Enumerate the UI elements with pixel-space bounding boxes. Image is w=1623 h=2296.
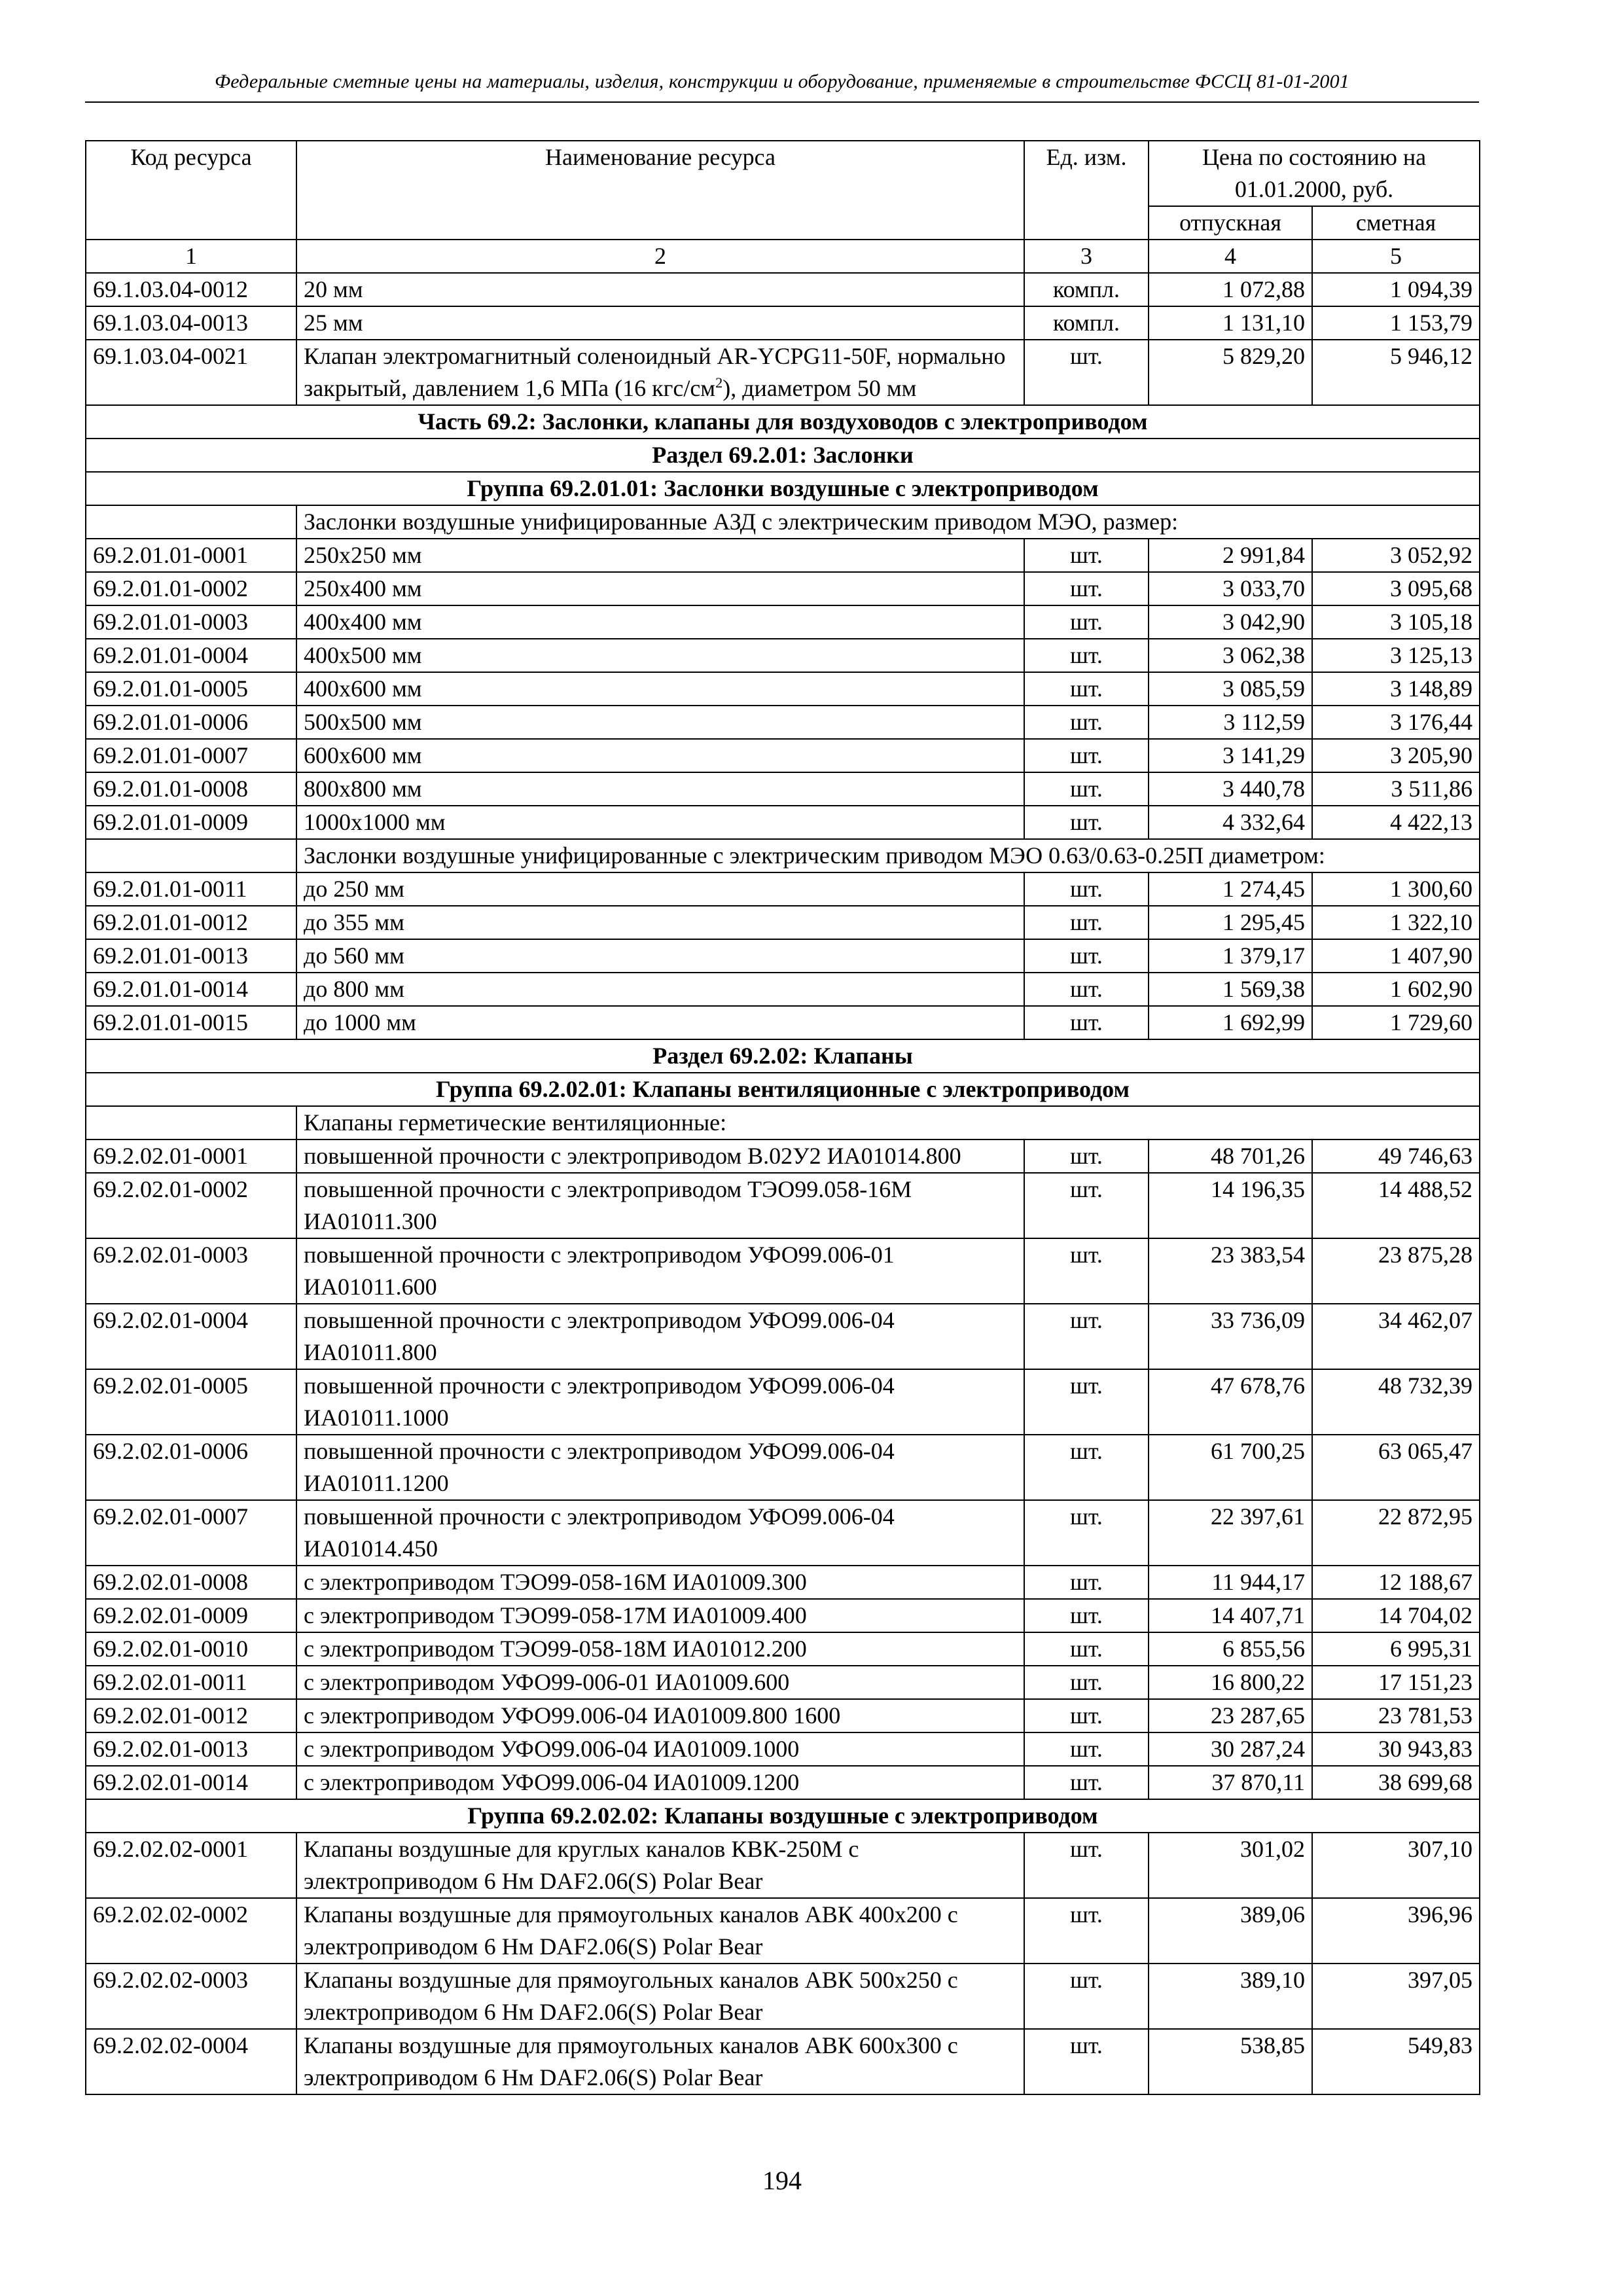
- col-header-estimate: сметная: [1312, 206, 1480, 240]
- estimate-price: 6 995,31: [1312, 1632, 1480, 1666]
- unit-of-measure: шт.: [1024, 772, 1149, 806]
- table-row: [86, 939, 1480, 973]
- resource-name: до 355 мм: [296, 906, 1024, 939]
- table-row: [86, 539, 1480, 572]
- unit-of-measure: шт.: [1024, 939, 1149, 973]
- unit-of-measure: шт.: [1024, 1632, 1149, 1666]
- col-number: 3: [1024, 240, 1149, 273]
- unit-of-measure: шт.: [1024, 706, 1149, 739]
- resource-code: 69.2.01.01-0015: [86, 1006, 296, 1039]
- table-row: [86, 1599, 1480, 1632]
- release-price: 23 383,54: [1149, 1238, 1312, 1304]
- release-price: 3 042,90: [1149, 605, 1312, 639]
- resource-code: 69.2.01.01-0003: [86, 605, 296, 639]
- resource-name: повышенной прочности с электроприводом УФО99.006-04 ИА01011.1200: [296, 1435, 1024, 1500]
- release-price: 6 855,56: [1149, 1632, 1312, 1666]
- table-row: [86, 1898, 1480, 1964]
- unit-of-measure: шт.: [1024, 1006, 1149, 1039]
- estimate-price: 3 148,89: [1312, 672, 1480, 706]
- subgroup-note: Заслонки воздушные унифицированные с электрическим приводом МЭО 0.63/0.63-0.25П диаметром:: [296, 839, 1480, 872]
- resource-name: 400х600 мм: [296, 672, 1024, 706]
- estimate-price: 1 300,60: [1312, 872, 1480, 906]
- empty-cell: [86, 839, 296, 872]
- table-row: [86, 1238, 1480, 1304]
- unit-of-measure: шт.: [1024, 1238, 1149, 1304]
- release-price: 1 274,45: [1149, 872, 1312, 906]
- estimate-price: 1 602,90: [1312, 973, 1480, 1006]
- table-row: [86, 672, 1480, 706]
- release-price: 1 692,99: [1149, 1006, 1312, 1039]
- resource-name: с электроприводом ТЭО99-058-18М ИА01012.200: [296, 1632, 1024, 1666]
- table-row: [86, 1435, 1480, 1500]
- header-rule: [85, 101, 1479, 103]
- unit-of-measure: шт.: [1024, 1500, 1149, 1566]
- table-row: [86, 639, 1480, 672]
- section-heading-row: [86, 439, 1480, 472]
- section-heading: Раздел 69.2.02: Клапаны: [86, 1039, 1480, 1073]
- resource-code: 69.2.01.01-0014: [86, 973, 296, 1006]
- estimate-price: 63 065,47: [1312, 1435, 1480, 1500]
- col-number: 4: [1149, 240, 1312, 273]
- resource-code: 69.1.03.04-0021: [86, 340, 296, 405]
- empty-cell: [86, 505, 296, 539]
- release-price: 30 287,24: [1149, 1732, 1312, 1766]
- resource-name: 800х800 мм: [296, 772, 1024, 806]
- table-row: [86, 1173, 1480, 1238]
- subgroup-note-row: [86, 839, 1480, 872]
- resource-code: 69.2.01.01-0011: [86, 872, 296, 906]
- resource-code: 69.2.01.01-0004: [86, 639, 296, 672]
- resource-name: Клапаны воздушные для прямоугольных каналов АВК 400х200 с электроприводом 6 Нм DAF2.06(S) Polar Bear: [296, 1898, 1024, 1964]
- resource-code: 69.2.02.01-0004: [86, 1304, 296, 1369]
- release-price: 1 295,45: [1149, 906, 1312, 939]
- unit-of-measure: шт.: [1024, 639, 1149, 672]
- table-row: [86, 273, 1480, 306]
- table-row: [86, 306, 1480, 340]
- unit-of-measure: шт.: [1024, 1435, 1149, 1500]
- unit-of-measure: шт.: [1024, 973, 1149, 1006]
- unit-of-measure: шт.: [1024, 605, 1149, 639]
- resource-code: 69.2.02.01-0002: [86, 1173, 296, 1238]
- running-header: Федеральные сметные цены на материалы, изделия, конструкции и оборудование, применяемые в строительстве ФССЦ 81-01-2001: [214, 71, 1350, 92]
- estimate-price: 5 946,12: [1312, 340, 1480, 405]
- unit-of-measure: шт.: [1024, 1304, 1149, 1369]
- release-price: 3 141,29: [1149, 739, 1312, 772]
- table-row: [86, 605, 1480, 639]
- release-price: 3 062,38: [1149, 639, 1312, 672]
- table-row: [86, 1304, 1480, 1369]
- estimate-price: 3 125,13: [1312, 639, 1480, 672]
- estimate-price: 38 699,68: [1312, 1766, 1480, 1799]
- estimate-price: 23 781,53: [1312, 1699, 1480, 1732]
- resource-name: с электроприводом УФО99.006-04 ИА01009.1200: [296, 1766, 1024, 1799]
- table-row: [86, 739, 1480, 772]
- estimate-price: 49 746,63: [1312, 1139, 1480, 1173]
- estimate-price: 48 732,39: [1312, 1369, 1480, 1435]
- estimate-price: 23 875,28: [1312, 1238, 1480, 1304]
- group-heading: Группа 69.2.02.02: Клапаны воздушные с электроприводом: [86, 1799, 1480, 1833]
- release-price: 3 440,78: [1149, 772, 1312, 806]
- unit-of-measure: шт.: [1024, 340, 1149, 405]
- resource-name: повышенной прочности с электроприводом УФО99.006-01 ИА01011.600: [296, 1238, 1024, 1304]
- resource-code: 69.2.02.02-0002: [86, 1898, 296, 1964]
- resource-code: 69.1.03.04-0013: [86, 306, 296, 340]
- release-price: 47 678,76: [1149, 1369, 1312, 1435]
- unit-of-measure: компл.: [1024, 306, 1149, 340]
- table-row: [86, 1766, 1480, 1799]
- group-heading: Группа 69.2.02.01: Клапаны вентиляционные с электроприводом: [86, 1073, 1480, 1106]
- section-heading: Раздел 69.2.01: Заслонки: [86, 439, 1480, 472]
- resource-name: с электроприводом УФО99.006-04 ИА01009.1000: [296, 1732, 1024, 1766]
- table-row: [86, 872, 1480, 906]
- resource-name: повышенной прочности с электроприводом ТЭО99.058-16М ИА01011.300: [296, 1173, 1024, 1238]
- release-price: 14 407,71: [1149, 1599, 1312, 1632]
- table-row: [86, 1500, 1480, 1566]
- estimate-price: 1 407,90: [1312, 939, 1480, 973]
- release-price: 1 569,38: [1149, 973, 1312, 1006]
- column-header-row: [86, 141, 1480, 206]
- unit-of-measure: шт.: [1024, 906, 1149, 939]
- resource-code: 69.2.02.01-0010: [86, 1632, 296, 1666]
- resource-name: 250х400 мм: [296, 572, 1024, 605]
- table-row: [86, 1666, 1480, 1699]
- estimate-price: 30 943,83: [1312, 1732, 1480, 1766]
- release-price: 1 379,17: [1149, 939, 1312, 973]
- resource-name: Клапаны воздушные для прямоугольных каналов АВК 600х300 с электроприводом 6 Нм DAF2.06(S) Polar Bear: [296, 2029, 1024, 2094]
- resource-name: 400х500 мм: [296, 639, 1024, 672]
- unit-of-measure: компл.: [1024, 273, 1149, 306]
- resource-name: до 560 мм: [296, 939, 1024, 973]
- resource-code: 69.2.01.01-0008: [86, 772, 296, 806]
- resource-name: 1000х1000 мм: [296, 806, 1024, 839]
- unit-of-measure: шт.: [1024, 1699, 1149, 1732]
- estimate-price: 1 322,10: [1312, 906, 1480, 939]
- resource-name: 400х400 мм: [296, 605, 1024, 639]
- release-price: 33 736,09: [1149, 1304, 1312, 1369]
- release-price: 1 072,88: [1149, 273, 1312, 306]
- resource-name: до 250 мм: [296, 872, 1024, 906]
- table-row: [86, 572, 1480, 605]
- col-header-unit: Ед. изм.: [1024, 141, 1149, 240]
- resource-code: 69.2.01.01-0001: [86, 539, 296, 572]
- group-heading-row: [86, 1073, 1480, 1106]
- unit-of-measure: шт.: [1024, 1173, 1149, 1238]
- table-row: [86, 1833, 1480, 1898]
- part-heading-row: [86, 405, 1480, 439]
- estimate-price: 1 153,79: [1312, 306, 1480, 340]
- resource-name: Клапаны воздушные для прямоугольных каналов АВК 500х250 с электроприводом 6 Нм DAF2.06(S) Polar Bear: [296, 1964, 1024, 2029]
- resource-name: 25 мм: [296, 306, 1024, 340]
- estimate-price: 22 872,95: [1312, 1500, 1480, 1566]
- resource-code: 69.2.01.01-0006: [86, 706, 296, 739]
- estimate-price: 12 188,67: [1312, 1566, 1480, 1599]
- resource-code: 69.2.01.01-0007: [86, 739, 296, 772]
- table-row: [86, 1699, 1480, 1732]
- group-heading-row: [86, 472, 1480, 505]
- page-number: 194: [762, 2166, 802, 2195]
- resource-code: 69.2.02.02-0001: [86, 1833, 296, 1898]
- table-row: [86, 1632, 1480, 1666]
- estimate-price: 1 094,39: [1312, 273, 1480, 306]
- release-price: 538,85: [1149, 2029, 1312, 2094]
- resource-name: с электроприводом ТЭО99-058-17М ИА01009.400: [296, 1599, 1024, 1632]
- resource-code: 69.2.02.01-0006: [86, 1435, 296, 1500]
- release-price: 2 991,84: [1149, 539, 1312, 572]
- resource-code: 69.2.01.01-0012: [86, 906, 296, 939]
- resource-code: 69.2.01.01-0009: [86, 806, 296, 839]
- resource-name: Клапаны воздушные для круглых каналов КВК-250М с электроприводом 6 Нм DAF2.06(S) Polar Bear: [296, 1833, 1024, 1898]
- col-number: 2: [296, 240, 1024, 273]
- release-price: 16 800,22: [1149, 1666, 1312, 1699]
- release-price: 389,06: [1149, 1898, 1312, 1964]
- resource-name: повышенной прочности с электроприводом В.02У2 ИА01014.800: [296, 1139, 1024, 1173]
- table-row: [86, 2029, 1480, 2094]
- col-number: 1: [86, 240, 296, 273]
- estimate-price: 17 151,23: [1312, 1666, 1480, 1699]
- unit-of-measure: шт.: [1024, 1599, 1149, 1632]
- section-heading-row: [86, 1039, 1480, 1073]
- estimate-price: 3 052,92: [1312, 539, 1480, 572]
- unit-of-measure: шт.: [1024, 1139, 1149, 1173]
- col-header-code: Код ресурса: [86, 141, 296, 240]
- resource-code: 69.2.02.01-0005: [86, 1369, 296, 1435]
- resource-code: 69.2.02.01-0013: [86, 1732, 296, 1766]
- estimate-price: 14 704,02: [1312, 1599, 1480, 1632]
- estimate-price: 1 729,60: [1312, 1006, 1480, 1039]
- release-price: 301,02: [1149, 1833, 1312, 1898]
- table-row: [86, 772, 1480, 806]
- estimate-price: 4 422,13: [1312, 806, 1480, 839]
- estimate-price: 3 095,68: [1312, 572, 1480, 605]
- part-heading: Часть 69.2: Заслонки, клапаны для воздуховодов с электроприводом: [86, 405, 1480, 439]
- release-price: 37 870,11: [1149, 1766, 1312, 1799]
- unit-of-measure: шт.: [1024, 539, 1149, 572]
- col-header-name: Наименование ресурса: [296, 141, 1024, 240]
- table-row: [86, 1139, 1480, 1173]
- unit-of-measure: шт.: [1024, 572, 1149, 605]
- release-price: 22 397,61: [1149, 1500, 1312, 1566]
- estimate-price: 3 511,86: [1312, 772, 1480, 806]
- estimate-price: 14 488,52: [1312, 1173, 1480, 1238]
- release-price: 3 033,70: [1149, 572, 1312, 605]
- resource-code: 69.2.02.01-0011: [86, 1666, 296, 1699]
- subgroup-note-row: [86, 1106, 1480, 1139]
- table-row: [86, 1369, 1480, 1435]
- resource-name: до 1000 мм: [296, 1006, 1024, 1039]
- table-row: [86, 973, 1480, 1006]
- unit-of-measure: шт.: [1024, 1833, 1149, 1898]
- resource-code: 69.2.02.01-0001: [86, 1139, 296, 1173]
- release-price: 14 196,35: [1149, 1173, 1312, 1238]
- col-header-price: Цена по состоянию на 01.01.2000, руб.: [1149, 141, 1480, 206]
- unit-of-measure: шт.: [1024, 806, 1149, 839]
- release-price: 61 700,25: [1149, 1435, 1312, 1500]
- estimate-price: 3 176,44: [1312, 706, 1480, 739]
- subgroup-note-row: [86, 505, 1480, 539]
- table-row: [86, 1006, 1480, 1039]
- resource-name: 250х250 мм: [296, 539, 1024, 572]
- release-price: 3 085,59: [1149, 672, 1312, 706]
- resource-name: с электроприводом УФО99.006-04 ИА01009.800 1600: [296, 1699, 1024, 1732]
- resource-code: 69.2.01.01-0005: [86, 672, 296, 706]
- column-number-row: [86, 240, 1480, 273]
- table-row: [86, 1732, 1480, 1766]
- estimate-price: 3 105,18: [1312, 605, 1480, 639]
- release-price: 4 332,64: [1149, 806, 1312, 839]
- resource-code: 69.2.02.01-0007: [86, 1500, 296, 1566]
- col-number: 5: [1312, 240, 1480, 273]
- estimate-price: 307,10: [1312, 1833, 1480, 1898]
- resource-name: с электроприводом УФО99-006-01 ИА01009.600: [296, 1666, 1024, 1699]
- resource-name: повышенной прочности с электроприводом УФО99.006-04 ИА01011.800: [296, 1304, 1024, 1369]
- table-row: [86, 806, 1480, 839]
- resource-name: с электроприводом ТЭО99-058-16М ИА01009.300: [296, 1566, 1024, 1599]
- resource-code: 69.2.02.01-0012: [86, 1699, 296, 1732]
- table-row: [86, 906, 1480, 939]
- resource-name: повышенной прочности с электроприводом УФО99.006-04 ИА01014.450: [296, 1500, 1024, 1566]
- resource-code: 69.2.02.01-0009: [86, 1599, 296, 1632]
- resource-name: повышенной прочности с электроприводом УФО99.006-04 ИА01011.1000: [296, 1369, 1024, 1435]
- resource-code: 69.1.03.04-0012: [86, 273, 296, 306]
- resource-code: 69.2.02.01-0008: [86, 1566, 296, 1599]
- unit-of-measure: шт.: [1024, 1732, 1149, 1766]
- resource-name: 500х500 мм: [296, 706, 1024, 739]
- price-table: [85, 140, 1480, 2095]
- resource-name: до 800 мм: [296, 973, 1024, 1006]
- subgroup-note: Клапаны герметические вентиляционные:: [296, 1106, 1480, 1139]
- release-price: 23 287,65: [1149, 1699, 1312, 1732]
- table-row: [86, 1964, 1480, 2029]
- estimate-price: 3 205,90: [1312, 739, 1480, 772]
- unit-of-measure: шт.: [1024, 1766, 1149, 1799]
- table-row: [86, 706, 1480, 739]
- table-row: [86, 340, 1480, 405]
- unit-of-measure: шт.: [1024, 1898, 1149, 1964]
- group-heading: Группа 69.2.01.01: Заслонки воздушные с электроприводом: [86, 472, 1480, 505]
- unit-of-measure: шт.: [1024, 872, 1149, 906]
- unit-of-measure: шт.: [1024, 672, 1149, 706]
- unit-of-measure: шт.: [1024, 1964, 1149, 2029]
- resource-code: 69.2.02.02-0004: [86, 2029, 296, 2094]
- release-price: 5 829,20: [1149, 340, 1312, 405]
- col-header-release: отпускная: [1149, 206, 1312, 240]
- resource-name: 600х600 мм: [296, 739, 1024, 772]
- release-price: 48 701,26: [1149, 1139, 1312, 1173]
- estimate-price: 396,96: [1312, 1898, 1480, 1964]
- unit-of-measure: шт.: [1024, 1566, 1149, 1599]
- empty-cell: [86, 1106, 296, 1139]
- subgroup-note: Заслонки воздушные унифицированные АЗД с электрическим приводом МЭО, размер:: [296, 505, 1480, 539]
- resource-code: 69.2.02.01-0014: [86, 1766, 296, 1799]
- unit-of-measure: шт.: [1024, 1369, 1149, 1435]
- table-row: [86, 1566, 1480, 1599]
- release-price: 1 131,10: [1149, 306, 1312, 340]
- unit-of-measure: шт.: [1024, 1666, 1149, 1699]
- unit-of-measure: шт.: [1024, 739, 1149, 772]
- resource-name: Клапан электромагнитный соленоидный AR-YCPG11-50F, нормально закрытый, давлением 1,6 МПа (16 кгс/$см^2$), диаметром 50 мм: [296, 340, 1024, 405]
- estimate-price: 397,05: [1312, 1964, 1480, 2029]
- resource-code: 69.2.02.01-0003: [86, 1238, 296, 1304]
- resource-code: 69.2.01.01-0002: [86, 572, 296, 605]
- release-price: 11 944,17: [1149, 1566, 1312, 1599]
- resource-name: 20 мм: [296, 273, 1024, 306]
- estimate-price: 549,83: [1312, 2029, 1480, 2094]
- resource-code: 69.2.01.01-0013: [86, 939, 296, 973]
- group-heading-row: [86, 1799, 1480, 1833]
- resource-code: 69.2.02.02-0003: [86, 1964, 296, 2029]
- release-price: 389,10: [1149, 1964, 1312, 2029]
- unit-of-measure: шт.: [1024, 2029, 1149, 2094]
- release-price: 3 112,59: [1149, 706, 1312, 739]
- estimate-price: 34 462,07: [1312, 1304, 1480, 1369]
